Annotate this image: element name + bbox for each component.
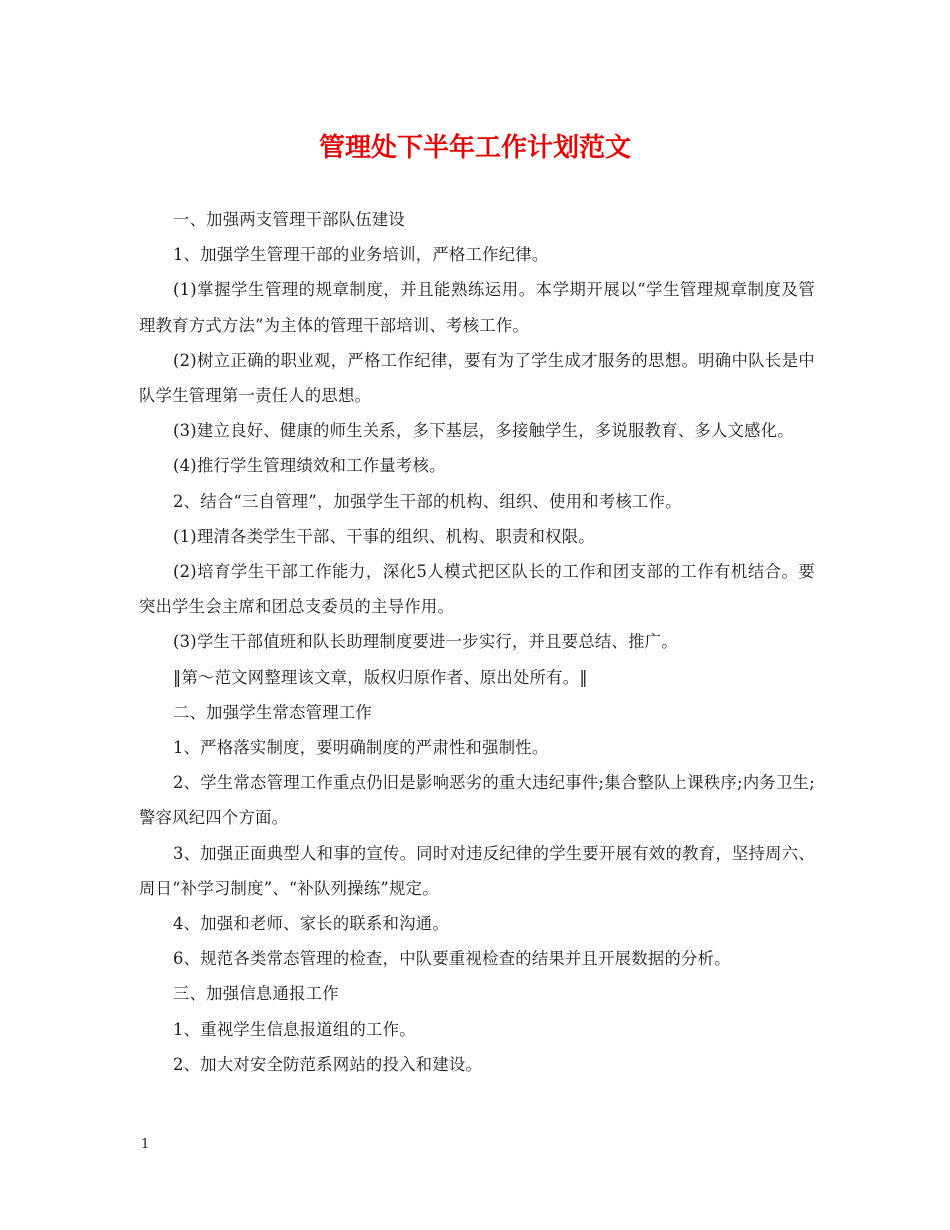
paragraph: 6、规范各类常态管理的检查，中队要重视检查的结果并且开展数据的分析。 bbox=[173, 949, 731, 969]
paragraph: (3)建立良好、健康的师生关系，多下基层，多接触学生，多说服教育、多人文感化。 bbox=[173, 421, 794, 441]
paragraph: (1)理清各类学生干部、干事的组织、机构、职责和权限。 bbox=[173, 526, 595, 546]
paragraph: (1)掌握学生管理的规章制度，并且能熟练运用。本学期开展以“学生管理规章制度及管理教育方式方法”为主体的管理干部培训、考核工作。 bbox=[139, 280, 815, 335]
page-number: 1 bbox=[141, 1137, 150, 1152]
paragraph: 1、严格落实制度，要明确制度的严肃性和强制性。 bbox=[173, 738, 549, 758]
paragraph: 2、学生常态管理工作重点仍旧是影响恶劣的重大违纪事件;集合整队上课秩序;内务卫生;警容风纪四个方面。 bbox=[139, 773, 815, 828]
document-title: 管理处下半年工作计划范文 bbox=[318, 133, 631, 163]
paragraph: (2)树立正确的职业观，严格工作纪律，要有为了学生成才服务的思想。明确中队长是中队学生管理第一责任人的思想。 bbox=[139, 350, 815, 406]
document-body bbox=[139, 202, 815, 1082]
paragraph: 2、加大对安全防范系网站的投入和建设。 bbox=[173, 1054, 483, 1074]
paragraph: 2、结合“三自管理”，加强学生干部的机构、组织、使用和考核工作。 bbox=[173, 491, 682, 511]
copyright-notice: ‖第～范文网整理该文章，版权归原作者、原出处所有。‖ bbox=[173, 667, 588, 687]
section-heading-3: 三、加强信息通报工作 bbox=[173, 984, 339, 1004]
paragraph: (2)培育学生干部工作能力，深化5人模式把区队长的工作和团支部的工作有机结合。要突出学生会主席和团总支委员的主导作用。 bbox=[139, 562, 815, 617]
paragraph: 4、加强和老师、家长的联系和沟通。 bbox=[173, 914, 449, 934]
section-heading-1: 一、加强两支管理干部队伍建设 bbox=[173, 210, 406, 229]
paragraph: (4)推行学生管理绩效和工作量考核。 bbox=[173, 456, 446, 476]
section-heading-2: 二、加强学生常态管理工作 bbox=[173, 702, 372, 722]
paragraph: 1、重视学生信息报道组的工作。 bbox=[173, 1019, 416, 1039]
paragraph: (3)学生干部值班和队长助理制度要进一步实行，并且要总结、推广。 bbox=[173, 632, 678, 652]
paragraph: 1、加强学生管理干部的业务培训，严格工作纪律。 bbox=[173, 245, 549, 265]
paragraph: 3、加强正面典型人和事的宣传。同时对违反纪律的学生要开展有效的教育，坚持周六、周日“补学习制度”、“补队列操练”规定。 bbox=[139, 843, 815, 898]
